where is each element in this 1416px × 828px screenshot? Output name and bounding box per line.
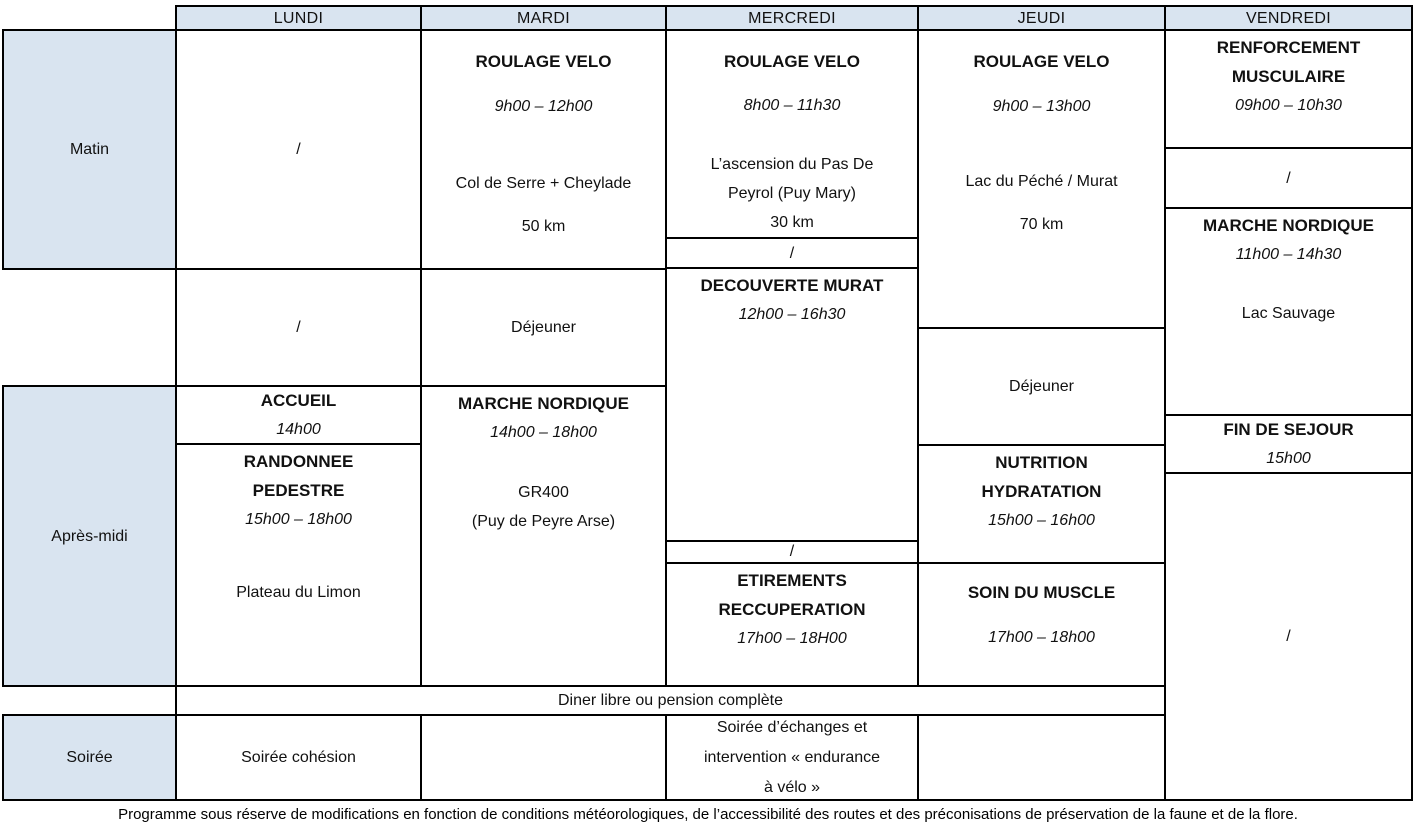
row-label-apres-midi — [2, 385, 177, 687]
activity-title: SOIN DU MUSCLE — [967, 583, 1116, 602]
activity-time: 15h00 – 16h00 — [988, 512, 1095, 529]
activity-route: Lac du Péché / Murat — [965, 173, 1118, 190]
activity-time: 11h00 – 14h30 — [1235, 246, 1342, 263]
day-header-jeudi — [917, 5, 1166, 31]
activity-time: 9h00 – 12h00 — [494, 98, 593, 115]
activity-time: 17h00 – 18h00 — [988, 629, 1095, 646]
day-header-mercredi — [665, 5, 919, 31]
empty-slash: / — [296, 319, 301, 336]
spacer — [919, 196, 1164, 210]
spacer — [422, 76, 665, 92]
empty-slash: / — [789, 543, 795, 560]
activity-time: 15h00 – 18h00 — [245, 511, 352, 528]
cell-mercredi-decouverte — [665, 267, 919, 542]
cell-mercredi-slash-late — [665, 540, 919, 564]
activity-time: 09h00 – 10h30 — [1235, 97, 1342, 114]
activity-text: Soirée cohésion — [241, 749, 356, 766]
empty-slash: / — [1286, 628, 1291, 645]
day-header-mardi — [420, 5, 667, 31]
activity-title: RECCUPERATION — [718, 600, 866, 619]
spacer — [919, 607, 1164, 623]
cell-jeudi-matin — [917, 29, 1166, 329]
day-label: MARDI — [516, 9, 571, 27]
cell-vendredi-marche — [1164, 207, 1413, 416]
row-label-matin — [2, 29, 177, 270]
empty-slash: / — [789, 244, 795, 262]
activity-title: FIN DE SEJOUR — [1223, 420, 1354, 439]
activity-time: 17h00 – 18H00 — [737, 630, 847, 647]
activity-title: ETIREMENTS — [737, 571, 847, 590]
day-label: MERCREDI — [748, 9, 836, 27]
activity-time: 9h00 – 13h00 — [992, 98, 1091, 115]
spacer — [919, 121, 1164, 167]
day-header-vendredi — [1164, 5, 1413, 31]
cell-jeudi-dejeuner — [917, 327, 1166, 446]
spacer — [667, 76, 917, 91]
spacer — [422, 447, 665, 478]
meal-text: Déjeuner — [511, 319, 576, 336]
activity-title: ROULAGE VELO — [973, 52, 1110, 71]
activity-time: 14h00 – 18h00 — [490, 424, 597, 441]
row-label-text: Matin — [69, 141, 110, 158]
activity-title: MUSCULAIRE — [1231, 67, 1346, 86]
day-label: LUNDI — [273, 9, 324, 27]
meal-text: Déjeuner — [1009, 378, 1074, 395]
cell-mercredi-slash-mid — [665, 237, 919, 269]
cell-vendredi-slash-mid — [1164, 147, 1413, 209]
cell-jeudi-soin — [917, 562, 1166, 687]
activity-title: RENFORCEMENT — [1216, 38, 1361, 57]
cell-lundi-randonnee — [175, 443, 422, 687]
cell-jeudi-soiree-empty — [917, 714, 1166, 801]
spacer — [177, 534, 420, 578]
activity-location: Lac Sauvage — [1241, 305, 1336, 322]
activity-title: ROULAGE VELO — [475, 52, 612, 71]
day-label: VENDREDI — [1245, 9, 1332, 27]
empty-slash: / — [1286, 169, 1291, 187]
day-header-lundi — [175, 5, 422, 31]
cell-lundi-midi — [175, 268, 422, 387]
activity-route: (Puy de Peyre Arse) — [471, 513, 616, 530]
row-label-text: Après-midi — [51, 527, 128, 545]
cell-mardi-soiree-empty — [420, 714, 667, 801]
activity-title: PEDESTRE — [252, 481, 345, 500]
activity-title: MARCHE NORDIQUE — [458, 394, 629, 413]
activity-text: à vélo » — [763, 778, 821, 796]
activity-route: Peyrol (Puy Mary) — [727, 185, 857, 202]
cell-vendredi-fin-sejour — [1164, 414, 1413, 474]
activity-title: MARCHE NORDIQUE — [1203, 216, 1374, 235]
cell-mardi-matin — [420, 29, 667, 270]
spacer — [667, 120, 917, 150]
activity-title: ROULAGE VELO — [723, 52, 860, 71]
activity-route: L’ascension du Pas De — [710, 156, 874, 173]
cell-vendredi-slash-late — [1164, 472, 1413, 801]
activity-route: GR400 — [518, 484, 569, 501]
row-label-text: Soirée — [66, 749, 113, 766]
activity-title: HYDRATATION — [981, 482, 1102, 501]
cell-mercredi-soiree — [665, 714, 919, 801]
cell-diner-row — [175, 685, 1166, 716]
cell-lundi-accueil — [175, 385, 422, 445]
meal-text: Diner libre ou pension complète — [557, 691, 783, 709]
activity-title: DECOUVERTE MURAT — [700, 276, 884, 295]
activity-text: Soirée d’échanges et — [716, 718, 868, 736]
activity-time: 8h00 – 11h30 — [743, 97, 841, 115]
spacer — [422, 198, 665, 212]
activity-title: NUTRITION — [995, 453, 1088, 472]
activity-distance: 50 km — [521, 218, 566, 235]
row-label-soiree — [2, 714, 177, 801]
cell-mercredi-etirements — [665, 562, 919, 687]
day-label: JEUDI — [1017, 9, 1066, 27]
activity-time: 14h00 — [276, 421, 321, 438]
footer-note: Programme sous réserve de modifications en fonction de conditions météorologiques, de l’accessibilité des routes et des préconisations de préservation de la faune et de la flore. — [118, 806, 1298, 823]
activity-title: RANDONNEE — [243, 452, 354, 471]
activity-time: 15h00 — [1266, 450, 1311, 467]
activity-distance: 70 km — [1019, 216, 1064, 233]
activity-time: 12h00 – 16h30 — [738, 306, 846, 323]
activity-distance: 30 km — [770, 214, 814, 231]
cell-vendredi-renforcement — [1164, 29, 1413, 149]
cell-jeudi-nutrition — [917, 444, 1166, 564]
spacer — [919, 76, 1164, 92]
cell-mercredi-matin — [665, 29, 919, 239]
activity-title: ACCUEIL — [260, 391, 337, 410]
cell-mardi-marche — [420, 385, 667, 687]
spacer — [1166, 269, 1411, 299]
empty-slash: / — [296, 141, 301, 158]
spacer — [422, 121, 665, 169]
cell-lundi-matin — [175, 29, 422, 270]
activity-route: Col de Serre + Cheylade — [455, 175, 632, 192]
activity-location: Plateau du Limon — [236, 584, 361, 601]
cell-mardi-dejeuner — [420, 268, 667, 387]
cell-lundi-soiree — [175, 714, 422, 801]
activity-text: intervention « endurance — [703, 748, 881, 766]
